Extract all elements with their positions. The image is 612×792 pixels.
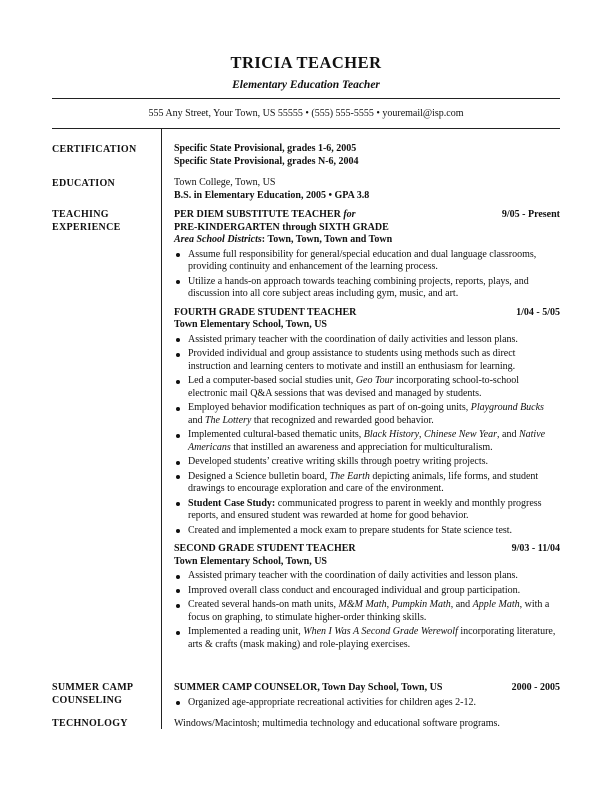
job-fourth-grade bbox=[174, 307, 560, 538]
text-run: Employed behavior modification techniques as part of on-going units, bbox=[188, 402, 471, 413]
contact-line: 555 Any Street, Your Town, US 55555 • (555) 555-5555 • youremail@isp.com bbox=[148, 108, 464, 119]
job-place bbox=[174, 234, 560, 247]
text-run-italic: Playground Bucks bbox=[470, 402, 544, 413]
text-run-italic: M&M Math bbox=[338, 599, 387, 610]
job-title-for: for bbox=[343, 209, 356, 220]
list-item: Assisted primary teacher with the coordination of daily activities and lesson plans. bbox=[174, 570, 560, 583]
list-item: Assisted primary teacher with the coordination of daily activities and lesson plans. bbox=[174, 334, 560, 347]
text-run: Implemented cultural-based thematic units, bbox=[188, 429, 364, 440]
list-item: Utilize a hands-on approach towards teaching combining projects, reports, plays, and discussion into all core subject areas including gym, music, and art. bbox=[174, 276, 560, 301]
job-title: PER DIEM SUBSTITUTE TEACHER bbox=[174, 209, 344, 220]
job-title-line2: PRE-KINDERGARTEN through SIXTH GRADE bbox=[174, 221, 389, 233]
section-label-summer bbox=[52, 681, 133, 707]
job-title-row bbox=[174, 209, 560, 222]
list-item bbox=[174, 599, 560, 624]
text-run-italic: The Earth bbox=[329, 470, 370, 482]
job-title-row bbox=[174, 682, 560, 695]
text-run-italic: Native Americans bbox=[188, 429, 546, 453]
text-run: Led a computer-based social studies unit, bbox=[188, 375, 356, 386]
job-substitute bbox=[174, 209, 560, 301]
job-bullets bbox=[174, 249, 560, 301]
job-title: SUMMER CAMP COUNSELOR, Town Day School, Town, US bbox=[174, 682, 443, 693]
text-run: incorporating literature, arts & crafts (mask making) and role-playing exercises. bbox=[188, 626, 556, 650]
text-run: , with a focus on graphing, to stimulate higher-order thinking skills. bbox=[188, 599, 550, 623]
text-run-italic: Pumpkin Math bbox=[391, 599, 451, 610]
certification-line: Specific State Provisional, grades N-6, 2004 bbox=[174, 155, 359, 167]
text-run: depicting animals, life forms, and student drawings to encourage exploration and care of the environment. bbox=[188, 470, 539, 494]
job-second-grade bbox=[174, 543, 560, 651]
technology-text: Windows/Macintosh; multimedia technology and educational software programs. bbox=[174, 718, 500, 729]
text-run-italic: Black History bbox=[363, 429, 420, 440]
job-dates: 1/04 - 5/05 bbox=[516, 306, 560, 318]
resume-subtitle: Elementary Education Teacher bbox=[232, 79, 380, 91]
column-divider bbox=[161, 128, 162, 729]
section-label-line: SUMMER CAMP bbox=[52, 682, 134, 693]
job-bullets bbox=[174, 570, 560, 651]
text-run: incorporating school-to-school electronic mail Q&A sessions that was devised and managed by students. bbox=[188, 375, 520, 399]
job-dates: 9/05 - Present bbox=[501, 209, 560, 220]
job-title: SECOND GRADE STUDENT TEACHER bbox=[174, 543, 356, 554]
text-run: , bbox=[386, 599, 392, 610]
job-bullets bbox=[174, 697, 560, 710]
list-item: Created and implemented a mock exam to prepare students for State science test. bbox=[174, 525, 560, 538]
job-place: Town Elementary School, Town, US bbox=[174, 555, 327, 567]
job-dates: 2000 - 2005 bbox=[511, 682, 560, 693]
certification-block bbox=[174, 143, 560, 168]
job-bullets bbox=[174, 334, 560, 538]
text-run: , and bbox=[450, 599, 473, 610]
text-run-italic: Apple Math bbox=[472, 599, 520, 610]
experience-block bbox=[174, 209, 560, 657]
job-title-row bbox=[174, 543, 560, 556]
text-run: communicated progress to parent in weekly and monthly progress reports, and ensured student was rewarded at home for good behavior. bbox=[188, 497, 542, 521]
job-place-rest: : Town, Town, Town and Town bbox=[261, 234, 393, 245]
text-run: , bbox=[419, 429, 425, 440]
job-title-row bbox=[174, 307, 560, 320]
education-degree: B.S. in Elementary Education, 2005 • GPA 3.8 bbox=[174, 189, 370, 201]
section-label-line: COUNSELING bbox=[52, 695, 123, 706]
text-run-italic: Geo Tour bbox=[355, 375, 394, 386]
job-title: FOURTH GRADE STUDENT TEACHER bbox=[174, 306, 357, 318]
job-dates: 9/03 - 11/04 bbox=[511, 543, 560, 554]
text-run: that recognized and rewarded good behavior. bbox=[251, 414, 434, 426]
section-label-education: EDUCATION bbox=[52, 178, 116, 189]
section-label-technology: TECHNOLOGY bbox=[52, 718, 128, 729]
list-item: Assume full responsibility for general/special education and dual language classrooms, providing continuity and enhancement of the learning process. bbox=[174, 249, 560, 274]
list-item bbox=[174, 626, 560, 651]
section-label-certification: CERTIFICATION bbox=[52, 144, 137, 155]
certification-line: Specific State Provisional, grades 1-6, 2005 bbox=[174, 143, 357, 154]
education-school: Town College, Town, US bbox=[174, 177, 276, 188]
text-run: Implemented a reading unit, bbox=[188, 626, 304, 637]
list-item bbox=[174, 375, 560, 400]
job-place: Town Elementary School, Town, US bbox=[174, 319, 327, 330]
section-label-experience bbox=[52, 208, 121, 234]
text-run-italic: Chinese New Year bbox=[424, 429, 498, 440]
list-item bbox=[174, 498, 560, 523]
job-place-italic: Area School Districts bbox=[174, 234, 262, 245]
list-item: Improved overall class conduct and encouraged individual and group participation. bbox=[174, 585, 560, 598]
resume-name: TRICIA TEACHER bbox=[230, 53, 382, 72]
text-run: , and bbox=[497, 429, 519, 440]
education-block bbox=[174, 177, 560, 202]
text-run-italic: The Lottery bbox=[204, 414, 252, 426]
list-item bbox=[174, 402, 560, 427]
text-run-italic: When I Was A Second Grade Werewolf bbox=[303, 626, 458, 637]
text-run: and bbox=[188, 414, 205, 426]
section-label-line: EXPERIENCE bbox=[52, 222, 121, 233]
text-run: Designed a Science bulletin board, bbox=[188, 470, 330, 482]
list-item: Developed students’ creative writing skills through poetry writing projects. bbox=[174, 456, 560, 469]
text-run-bold: Student Case Study: bbox=[188, 497, 276, 509]
list-item: Organized age-appropriate recreational activities for children ages 2-12. bbox=[174, 697, 560, 710]
list-item: Provided individual and group assistance to students using methods such as direct instruction and learning centers to motivate and instill an enthusiasm for learning. bbox=[174, 348, 560, 373]
list-item bbox=[174, 471, 560, 496]
section-label-line: TEACHING bbox=[52, 209, 109, 220]
summer-block bbox=[174, 682, 560, 711]
text-run: that instilled an awareness and appreciation for multiculturalism. bbox=[230, 441, 493, 453]
text-run: Created several hands-on math units, bbox=[188, 599, 339, 610]
contact-rule bbox=[52, 128, 560, 129]
header-rule bbox=[52, 98, 560, 99]
list-item bbox=[174, 429, 560, 454]
